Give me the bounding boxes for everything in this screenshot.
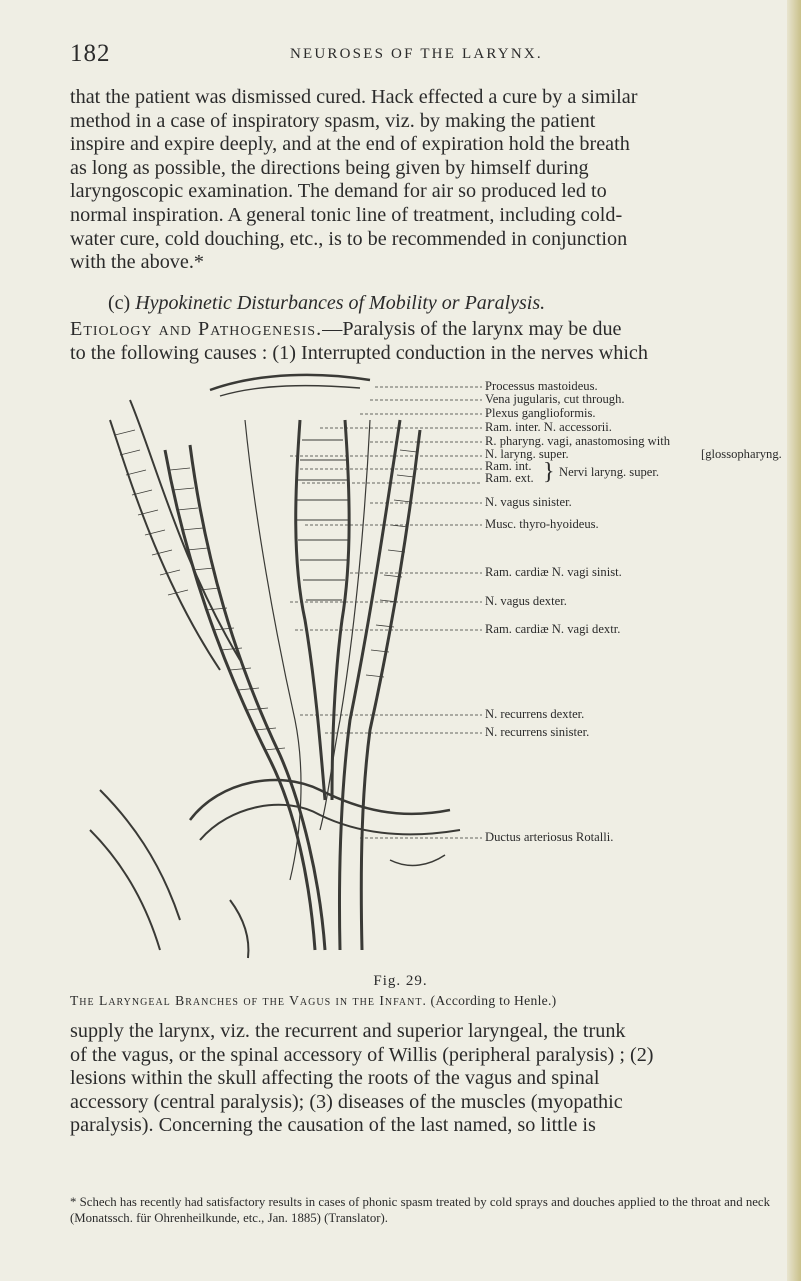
label-vagus-dexter: N. vagus dexter.: [485, 594, 567, 608]
text-line: inspire and expire deeply, and at the end of expiration hold the breath: [70, 133, 630, 156]
etiology-heading: Etiology and Pathogenesis.: [70, 318, 323, 340]
brace-symbol: }: [543, 459, 555, 485]
label-ram-cardiae-dextr: Ram. cardiæ N. vagi dextr.: [485, 622, 621, 636]
label-ram-inter: Ram. inter. N. accessorii.: [485, 420, 612, 434]
label-recurrens-dexter: N. recurrens dexter.: [485, 707, 585, 721]
running-title: NEUROSES OF THE LARYNX.: [290, 46, 543, 62]
etiology-line-2: to the following causes : (1) Interrupted conduction in the nerves which: [70, 341, 648, 364]
text-line: supply the larynx, viz. the recurrent and superior laryngeal, the trunk: [70, 1020, 626, 1042]
label-n-laryng-super: N. laryng. super.: [485, 447, 569, 461]
label-ram-cardiae-sinist: Ram. cardiæ N. vagi sinist.: [485, 565, 622, 579]
caption-source: (According to Henle.): [430, 993, 557, 1008]
text-line: laryngoscopic examination. The demand for air so produced led to: [70, 180, 607, 203]
label-processus: Processus mastoideus.: [485, 379, 598, 393]
subhead-title: Hypokinetic Disturbances of Mobility or Paralysis.: [135, 292, 546, 314]
caption-main: The Laryngeal Branches of the Vagus in the Infant.: [70, 993, 427, 1008]
text-line: normal inspiration. A general tonic line of treatment, including cold-: [70, 203, 623, 226]
text-line: as long as possible, the directions being given by himself during: [70, 156, 589, 179]
text-line: accessory (central paralysis); (3) diseases of the muscles (myopathic: [70, 1090, 623, 1113]
label-vena-jugularis: Vena jugularis, cut through.: [485, 392, 625, 406]
paragraph-1: [70, 86, 770, 275]
label-recurrens-sinister: N. recurrens sinister.: [485, 725, 590, 739]
section-subheading: [108, 292, 545, 315]
figure-number: Fig. 29.: [373, 973, 428, 989]
page-header: [70, 40, 770, 70]
figure-caption: [70, 993, 790, 1009]
text-line: paralysis). Concerning the causation of the last named, so little is: [70, 1114, 596, 1137]
text-line: that the patient was dismissed cured. Hack effected a cure by a similar: [70, 86, 638, 108]
label-vagus-sinister: N. vagus sinister.: [485, 495, 572, 509]
label-thyro-hyoideus: Musc. thyro-hyoideus.: [485, 517, 599, 531]
vagus-nerve-illustration: [70, 360, 490, 960]
paragraph-2: [70, 1020, 770, 1138]
text-line: with the above.*: [70, 251, 204, 274]
text-line: method in a case of inspiratory spasm, viz. by making the patient: [70, 109, 596, 132]
subhead-label: (c): [108, 292, 131, 314]
page-number: 182: [70, 40, 111, 67]
etiology-paragraph: [70, 318, 770, 365]
label-nervi-laryng-super: Nervi laryng. super.: [559, 465, 660, 479]
text-line: of the vagus, or the spinal accessory of Willis (peripheral paralysis) ; (2): [70, 1043, 654, 1066]
footnote: * Schech has recently had satisfactory results in cases of phonic spasm treated by cold sprays and douches applied to the throat and neck (Monatssch. für Ohrenheilkunde, etc., Jan. 1885) (Translator).: [70, 1195, 770, 1225]
label-plexus: Plexus ganglioformis.: [485, 406, 596, 420]
label-r-pharyng: R. pharyng. vagi, anastomosing with: [485, 434, 671, 448]
label-glossopharyng: [glossopharyng.: [701, 447, 782, 461]
etiology-text: —Paralysis of the larynx may be due: [322, 318, 622, 340]
label-ram-ext: Ram. ext.: [485, 471, 534, 485]
text-line: lesions within the skull affecting the roots of the vagus and spinal: [70, 1067, 600, 1090]
label-ductus-arteriosus: Ductus arteriosus Rotalli.: [485, 830, 614, 844]
text-line: water cure, cold douching, etc., is to be recommended in conjunction: [70, 227, 628, 250]
label-ram-int: Ram. int.: [485, 459, 532, 473]
anatomy-figure: [70, 360, 790, 960]
